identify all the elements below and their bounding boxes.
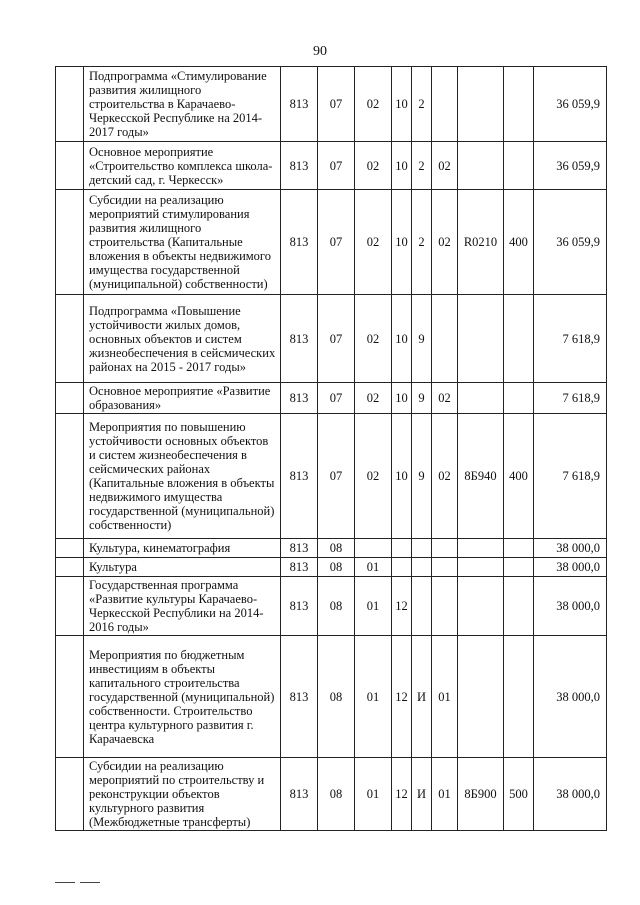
cell-vr [504,295,534,383]
cell-p1: 10 [392,190,412,295]
cell-ved: 813 [281,414,318,539]
cell-vr: 500 [504,758,534,831]
table-row [56,142,607,190]
cell-vr [504,67,534,142]
cell-name: Культура [84,558,281,577]
cell-p2: И [412,636,432,758]
cell-ved: 813 [281,539,318,558]
cell-amount: 38 000,0 [534,539,607,558]
cell-p3: 01 [432,758,458,831]
cell-p2: И [412,758,432,831]
cell-rz: 08 [318,636,355,758]
cell-p4 [458,636,504,758]
cell-p3: 02 [432,414,458,539]
table-row [56,539,607,558]
cell-p2 [412,577,432,636]
cell-vr: 400 [504,190,534,295]
cell-p2: 9 [412,295,432,383]
budget-table [55,66,607,831]
cell-p1 [392,558,412,577]
cell-rz: 08 [318,577,355,636]
cell-ved: 813 [281,295,318,383]
table-row [56,295,607,383]
cell-ved: 813 [281,758,318,831]
cell-name: Государственная программа «Развитие культуры Карачаево-Черкесской Республики на 2014-2016 годы» [84,577,281,636]
row-number-cell [56,295,84,383]
cell-name: Основное мероприятие «Строительство комплекса школа-детский сад, г. Черкесск» [84,142,281,190]
cell-vr: 400 [504,414,534,539]
cell-p4: R0210 [458,190,504,295]
cell-name: Субсидии на реализацию мероприятий по строительству и реконструкции объектов культурного развития (Межбюджетные трансферты) [84,758,281,831]
table-row [56,636,607,758]
cell-pr: 02 [355,383,392,414]
cell-pr: 02 [355,67,392,142]
page-number: 90 [313,44,327,59]
cell-name: Культура, кинематография [84,539,281,558]
cell-p3 [432,295,458,383]
row-number-cell [56,383,84,414]
cell-p4 [458,142,504,190]
cell-vr [504,636,534,758]
cell-vr [504,558,534,577]
cell-p2: 2 [412,67,432,142]
table-row [56,414,607,539]
cell-p4 [458,558,504,577]
cell-rz: 07 [318,67,355,142]
row-number-cell [56,636,84,758]
cell-p3 [432,577,458,636]
cell-name: Основное мероприятие «Развитие образования» [84,383,281,414]
cell-amount: 38 000,0 [534,758,607,831]
cell-amount: 36 059,9 [534,190,607,295]
cell-ved: 813 [281,636,318,758]
cell-ved: 813 [281,577,318,636]
row-number-cell [56,577,84,636]
cell-vr [504,539,534,558]
cell-vr [504,142,534,190]
cell-name: Субсидии на реализацию мероприятий стимулирования развития жилищного строительства (Капитальные вложения в объекты недвижимого имущества государственной (муниципальной) собственности) [84,190,281,295]
cell-ved: 813 [281,67,318,142]
cell-p1: 10 [392,295,412,383]
cell-amount: 38 000,0 [534,636,607,758]
cell-pr: 02 [355,295,392,383]
cell-p3: 01 [432,636,458,758]
cell-ved: 813 [281,558,318,577]
cell-ved: 813 [281,190,318,295]
cell-name: Мероприятия по бюджетным инвестициям в объекты капитального строительства государственной (муниципальной) собственности. Строительство центра культурного развития г. Карачаевска [84,636,281,758]
cell-rz: 08 [318,539,355,558]
cell-p3: 02 [432,142,458,190]
cell-pr: 01 [355,577,392,636]
cell-rz: 07 [318,295,355,383]
cell-pr [355,539,392,558]
footer-rule [80,882,100,883]
cell-name: Подпрограмма «Повышение устойчивости жилых домов, основных объектов и систем жизнеобеспечения в сейсмических районах на 2015 - 2017 годы» [84,295,281,383]
cell-p1: 10 [392,142,412,190]
cell-vr [504,577,534,636]
cell-p2: 2 [412,190,432,295]
table-row [56,67,607,142]
cell-p3: 02 [432,383,458,414]
cell-p4: 8Б900 [458,758,504,831]
cell-p3 [432,558,458,577]
cell-p4 [458,295,504,383]
table-row [56,190,607,295]
row-number-cell [56,190,84,295]
cell-p1: 10 [392,414,412,539]
cell-amount: 7 618,9 [534,414,607,539]
cell-pr: 02 [355,142,392,190]
row-number-cell [56,558,84,577]
row-number-cell [56,414,84,539]
cell-rz: 07 [318,414,355,539]
cell-pr: 01 [355,758,392,831]
cell-p3: 02 [432,190,458,295]
row-number-cell [56,758,84,831]
cell-amount: 38 000,0 [534,577,607,636]
cell-amount: 7 618,9 [534,383,607,414]
footer-rule [55,882,75,883]
cell-p1: 10 [392,67,412,142]
cell-p1: 12 [392,636,412,758]
cell-rz: 08 [318,558,355,577]
row-number-cell [56,67,84,142]
cell-p4: 8Б940 [458,414,504,539]
table-row [56,758,607,831]
cell-ved: 813 [281,383,318,414]
cell-amount: 36 059,9 [534,142,607,190]
cell-amount: 38 000,0 [534,558,607,577]
table-row [56,577,607,636]
cell-rz: 07 [318,190,355,295]
row-number-cell [56,539,84,558]
cell-rz: 08 [318,758,355,831]
cell-name: Мероприятия по повышению устойчивости основных объектов и систем жизнеобеспечения в сейсмических районах (Капитальные вложения в объекты недвижимого имущества государственной (муниципальной) собственности) [84,414,281,539]
cell-amount: 7 618,9 [534,295,607,383]
cell-pr: 01 [355,636,392,758]
cell-p2 [412,539,432,558]
cell-pr: 01 [355,558,392,577]
cell-rz: 07 [318,383,355,414]
cell-p1: 12 [392,577,412,636]
cell-p4 [458,577,504,636]
cell-vr [504,383,534,414]
cell-p3 [432,539,458,558]
cell-p2: 9 [412,414,432,539]
cell-p2: 9 [412,383,432,414]
cell-p1: 12 [392,758,412,831]
cell-p4 [458,539,504,558]
cell-p4 [458,67,504,142]
cell-p1: 10 [392,383,412,414]
cell-p2: 2 [412,142,432,190]
cell-rz: 07 [318,142,355,190]
cell-name: Подпрограмма «Стимулирование развития жилищного строительства в Карачаево-Черкесской Республике на 2014-2017 годы» [84,67,281,142]
cell-amount: 36 059,9 [534,67,607,142]
cell-p1 [392,539,412,558]
row-number-cell [56,142,84,190]
table-row [56,558,607,577]
table-row [56,383,607,414]
cell-pr: 02 [355,414,392,539]
cell-ved: 813 [281,142,318,190]
cell-p4 [458,383,504,414]
cell-pr: 02 [355,190,392,295]
cell-p3 [432,67,458,142]
cell-p2 [412,558,432,577]
